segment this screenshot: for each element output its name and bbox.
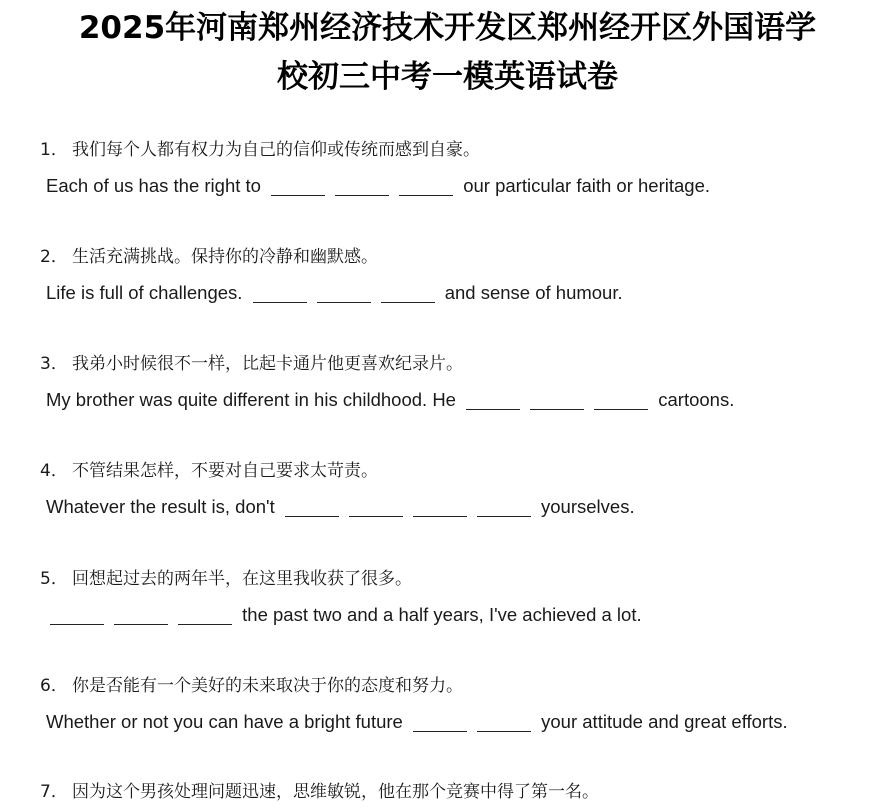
english-sentence [46,602,642,628]
chinese-sentence: 因为这个男孩处理问题迅速，思维敏锐，他在那个竞赛中得了第一名。 [72,782,599,802]
page-title-line-2: 校初三中考一模英语试卷 [277,59,618,95]
english-sentence [46,173,710,199]
question-chinese-prompt [40,567,412,591]
question-number: 2． [40,247,68,267]
answer-blank[interactable] [466,391,520,410]
question-chinese-prompt [40,352,463,376]
english-text-after: the past two and a half years, I've achieved a lot. [242,604,642,625]
question-number: 5． [40,569,68,589]
english-text-after: yourselves. [541,496,635,517]
question-number: 3． [40,354,68,374]
answer-blank[interactable] [317,284,371,303]
english-sentence [46,387,734,413]
chinese-sentence: 生活充满挑战。保持你的冷静和幽默感。 [72,247,378,267]
english-text-before: Life is full of challenges. [46,282,243,303]
answer-blank[interactable] [399,177,453,196]
answer-blank[interactable] [530,391,584,410]
chinese-sentence: 你是否能有一个美好的未来取决于你的态度和努力。 [72,676,463,696]
answer-blank[interactable] [253,284,307,303]
question-chinese-prompt [40,780,599,804]
english-sentence [46,494,635,520]
question-number: 1． [40,140,68,160]
answer-blank[interactable] [594,391,648,410]
english-text-after: cartoons. [658,389,735,410]
question-number: 6． [40,676,68,696]
english-text-before: Whatever the result is, don't [46,496,275,517]
page-title [0,4,895,102]
question-chinese-prompt [40,138,480,162]
answer-blank[interactable] [178,606,232,625]
chinese-sentence: 回想起过去的两年半，在这里我收获了很多。 [72,569,412,589]
answer-blank[interactable] [477,498,531,517]
answer-blank[interactable] [50,606,104,625]
answer-blank[interactable] [413,498,467,517]
question-chinese-prompt [40,674,463,698]
chinese-sentence: 我弟小时候很不一样，比起卡通片他更喜欢纪录片。 [72,354,463,374]
answer-blank[interactable] [477,713,531,732]
english-text-after: our particular faith or heritage. [463,175,711,196]
answer-blank[interactable] [271,177,325,196]
answer-blank[interactable] [413,713,467,732]
question-number: 7． [40,782,68,802]
english-text-before: Each of us has the right to [46,175,261,196]
english-text-before: My brother was quite different in his childhood. He [46,389,456,410]
page-title-line-1: 2025年河南郑州经济技术开发区郑州经开区外国语学 [78,10,817,46]
chinese-sentence: 不管结果怎样，不要对自己要求太苛责。 [72,461,378,481]
english-text-after: your attitude and great efforts. [541,711,788,732]
english-sentence [46,709,788,735]
english-text-before: Whether or not you can have a bright future [46,711,403,732]
answer-blank[interactable] [381,284,435,303]
answer-blank[interactable] [285,498,339,517]
answer-blank[interactable] [349,498,403,517]
question-chinese-prompt [40,459,378,483]
english-text-after: and sense of humour. [444,282,623,303]
question-chinese-prompt [40,245,378,269]
question-number: 4． [40,461,68,481]
answer-blank[interactable] [335,177,389,196]
english-sentence [46,280,623,306]
answer-blank[interactable] [114,606,168,625]
chinese-sentence: 我们每个人都有权力为自己的信仰或传统而感到自豪。 [72,140,480,160]
